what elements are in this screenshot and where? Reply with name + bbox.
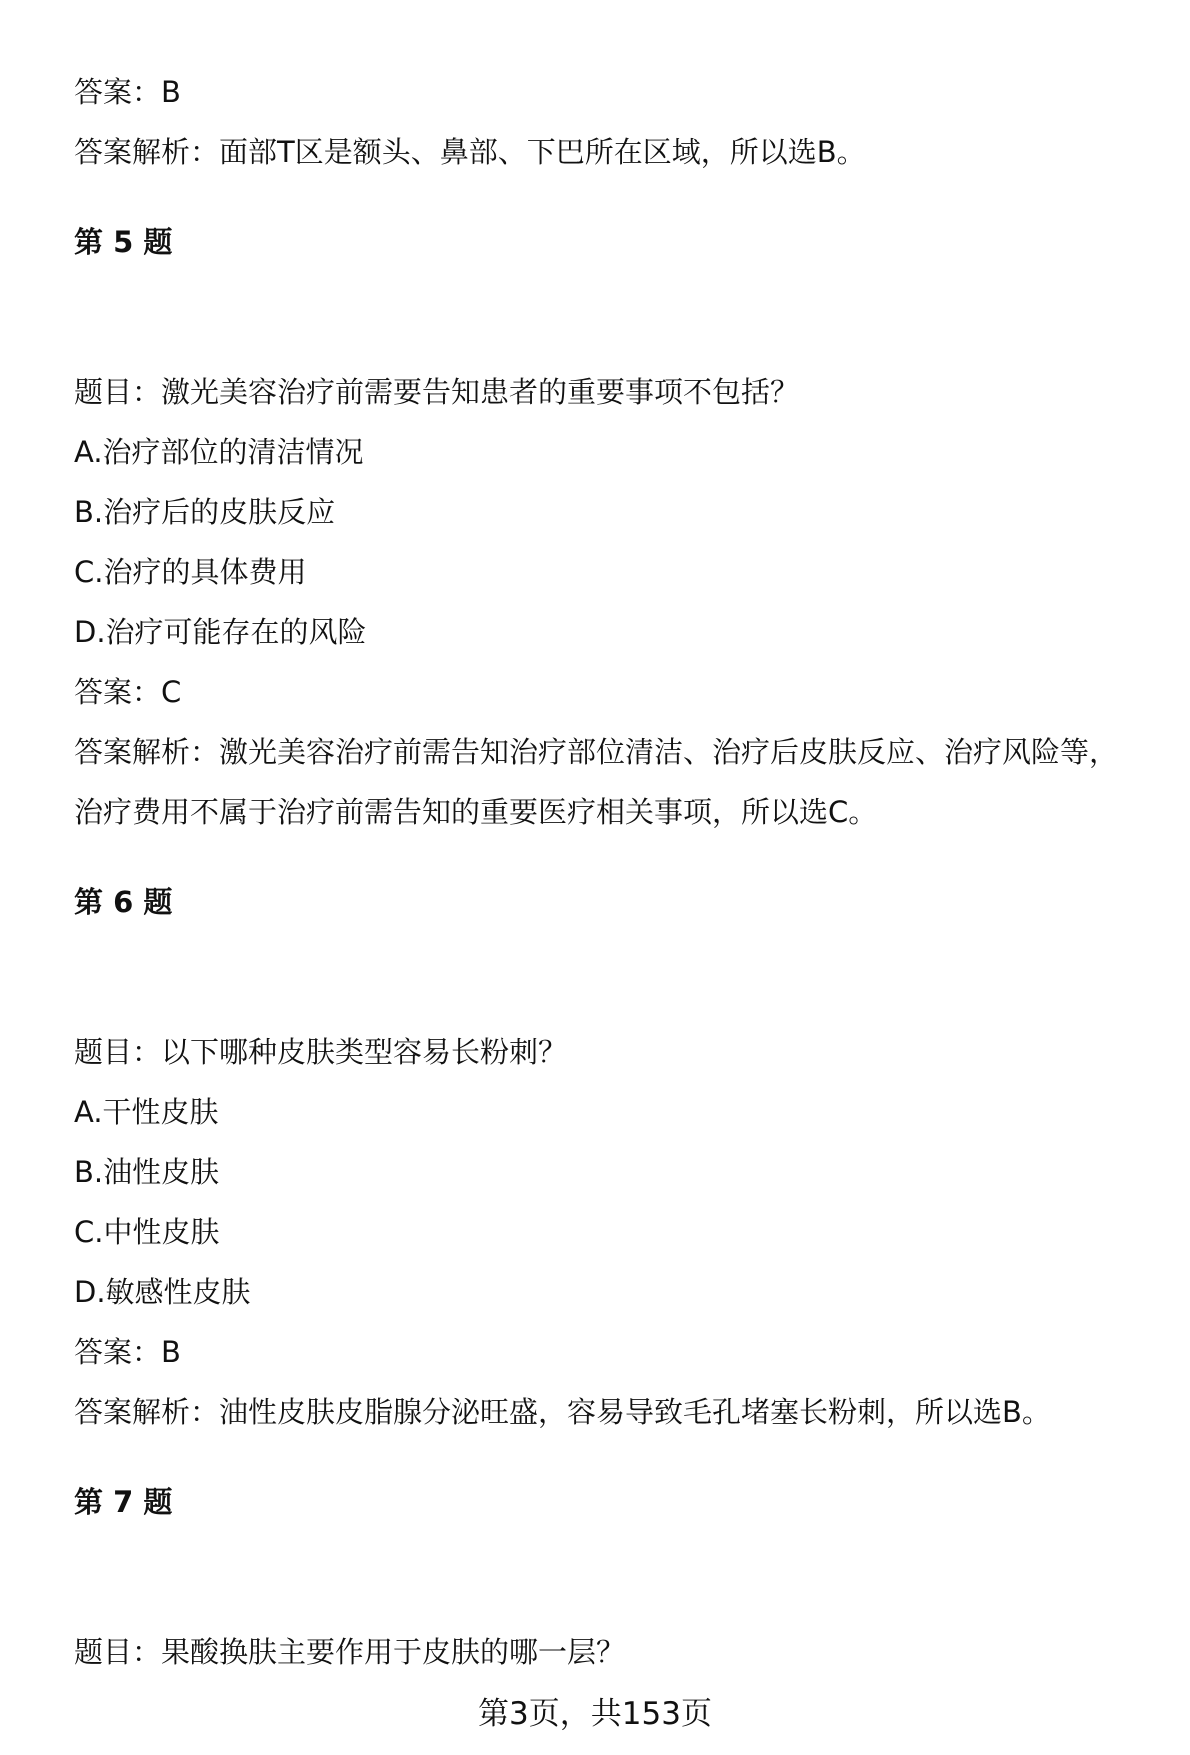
q6-option-d: D.敏感性皮肤 <box>74 1275 251 1309</box>
q6-option-a: A.干性皮肤 <box>74 1095 219 1129</box>
q6-explanation: 答案解析：油性皮肤皮脂腺分泌旺盛，容易导致毛孔堵塞长粉刺，所以选B。 <box>74 1395 1051 1429</box>
q6-question: 题目：以下哪种皮肤类型容易长粉刺？ <box>74 1035 568 1069</box>
q5-option-b: B.治疗后的皮肤反应 <box>74 495 336 529</box>
q6-answer: 答案：B <box>74 1335 181 1369</box>
q5-explanation-line-1: 答案解析：激光美容治疗前需告知治疗部位清洁、治疗后皮肤反应、治疗风险等， <box>74 735 1119 769</box>
page-indicator: 第3页，共153页 <box>478 1696 712 1732</box>
q5-option-d: D.治疗可能存在的风险 <box>74 615 367 649</box>
q4-explanation: 答案解析：面部T区是额头、鼻部、下巴所在区域，所以选B。 <box>74 135 866 169</box>
q6-option-b: B.油性皮肤 <box>74 1155 220 1189</box>
q5-explanation-line-2: 治疗费用不属于治疗前需告知的重要医疗相关事项，所以选C。 <box>74 795 878 829</box>
q7-question: 题目：果酸换肤主要作用于皮肤的哪一层？ <box>74 1635 626 1669</box>
q5-heading: 第 5 题 <box>74 225 173 259</box>
q5-option-a: A.治疗部位的清洁情况 <box>74 435 364 469</box>
q7-heading: 第 7 题 <box>74 1485 173 1519</box>
q6-option-c: C.中性皮肤 <box>74 1215 220 1249</box>
q5-option-c: C.治疗的具体费用 <box>74 555 307 589</box>
q5-question: 题目：激光美容治疗前需要告知患者的重要事项不包括？ <box>74 375 800 409</box>
q4-answer: 答案：B <box>74 75 181 109</box>
q6-heading: 第 6 题 <box>74 885 173 919</box>
q5-answer: 答案：C <box>74 675 182 709</box>
